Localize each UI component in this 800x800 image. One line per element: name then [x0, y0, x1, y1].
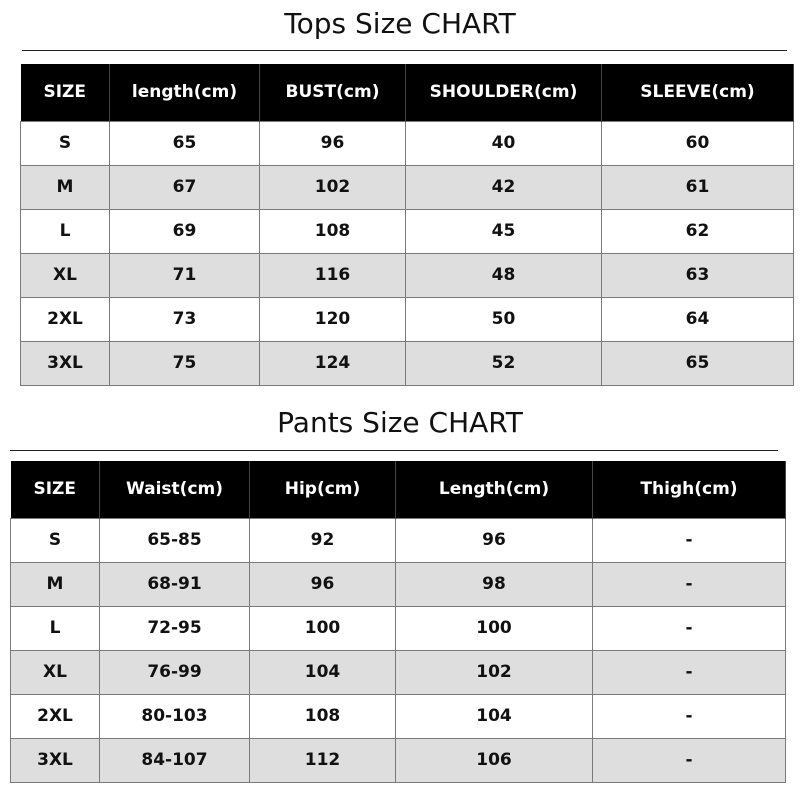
measurement-cell: 73 — [110, 297, 260, 341]
measurement-cell: 50 — [406, 297, 602, 341]
tops-title-divider — [22, 50, 787, 51]
measurement-cell: 92 — [250, 518, 396, 562]
measurement-cell: 84-107 — [100, 738, 250, 782]
measurement-cell: 40 — [406, 121, 602, 165]
measurement-cell: 116 — [260, 253, 406, 297]
size-cell: M — [21, 165, 110, 209]
size-cell: L — [21, 209, 110, 253]
measurement-cell: 69 — [110, 209, 260, 253]
measurement-cell: 60 — [602, 121, 794, 165]
measurement-cell: 72-95 — [100, 606, 250, 650]
measurement-cell: 68-91 — [100, 562, 250, 606]
tops-size-table — [20, 64, 794, 386]
size-cell: 3XL — [21, 341, 110, 385]
pants-size-table — [10, 461, 786, 783]
table-row — [21, 121, 794, 165]
size-cell: M — [11, 562, 100, 606]
column-header: SIZE — [21, 64, 110, 121]
measurement-cell: 112 — [250, 738, 396, 782]
column-header: SIZE — [11, 461, 100, 518]
measurement-cell: 65 — [110, 121, 260, 165]
measurement-cell: 106 — [396, 738, 593, 782]
measurement-cell: 108 — [260, 209, 406, 253]
table-header-row — [11, 461, 786, 518]
measurement-cell: - — [593, 694, 786, 738]
size-cell: S — [21, 121, 110, 165]
measurement-cell: - — [593, 518, 786, 562]
column-header: Waist(cm) — [100, 461, 250, 518]
table-row — [21, 165, 794, 209]
measurement-cell: 52 — [406, 341, 602, 385]
measurement-cell: 64 — [602, 297, 794, 341]
measurement-cell: 71 — [110, 253, 260, 297]
measurement-cell: 100 — [396, 606, 593, 650]
measurement-cell: 96 — [250, 562, 396, 606]
table-row — [21, 341, 794, 385]
table-row — [11, 694, 786, 738]
measurement-cell: 67 — [110, 165, 260, 209]
measurement-cell: 42 — [406, 165, 602, 209]
measurement-cell: 48 — [406, 253, 602, 297]
size-cell: 2XL — [21, 297, 110, 341]
measurement-cell: 104 — [396, 694, 593, 738]
size-cell: 3XL — [11, 738, 100, 782]
size-cell: XL — [21, 253, 110, 297]
pants-title-divider — [10, 450, 778, 451]
measurement-cell: 45 — [406, 209, 602, 253]
measurement-cell: 108 — [250, 694, 396, 738]
table-row — [11, 738, 786, 782]
tops-size-chart-title: Tops Size CHART — [284, 7, 516, 40]
size-cell: XL — [11, 650, 100, 694]
column-header: Hip(cm) — [250, 461, 396, 518]
size-cell: S — [11, 518, 100, 562]
table-row — [11, 518, 786, 562]
measurement-cell: - — [593, 606, 786, 650]
measurement-cell: - — [593, 738, 786, 782]
table-row — [21, 297, 794, 341]
measurement-cell: 76-99 — [100, 650, 250, 694]
measurement-cell: 80-103 — [100, 694, 250, 738]
measurement-cell: 104 — [250, 650, 396, 694]
measurement-cell: 75 — [110, 341, 260, 385]
measurement-cell: 100 — [250, 606, 396, 650]
table-row — [11, 650, 786, 694]
measurement-cell: - — [593, 562, 786, 606]
measurement-cell: 102 — [396, 650, 593, 694]
measurement-cell: 96 — [396, 518, 593, 562]
table-row — [21, 209, 794, 253]
measurement-cell: 102 — [260, 165, 406, 209]
measurement-cell: 61 — [602, 165, 794, 209]
size-cell: 2XL — [11, 694, 100, 738]
table-row — [11, 606, 786, 650]
measurement-cell: 65-85 — [100, 518, 250, 562]
measurement-cell: 124 — [260, 341, 406, 385]
measurement-cell: 96 — [260, 121, 406, 165]
column-header: Thigh(cm) — [593, 461, 786, 518]
column-header: BUST(cm) — [260, 64, 406, 121]
measurement-cell: 62 — [602, 209, 794, 253]
size-cell: L — [11, 606, 100, 650]
column-header: length(cm) — [110, 64, 260, 121]
measurement-cell: 120 — [260, 297, 406, 341]
column-header: SHOULDER(cm) — [406, 64, 602, 121]
table-header-row — [21, 64, 794, 121]
column-header: Length(cm) — [396, 461, 593, 518]
table-row — [11, 562, 786, 606]
pants-size-chart-title: Pants Size CHART — [277, 406, 523, 439]
table-row — [21, 253, 794, 297]
measurement-cell: 63 — [602, 253, 794, 297]
column-header: SLEEVE(cm) — [602, 64, 794, 121]
measurement-cell: 98 — [396, 562, 593, 606]
measurement-cell: 65 — [602, 341, 794, 385]
measurement-cell: - — [593, 650, 786, 694]
